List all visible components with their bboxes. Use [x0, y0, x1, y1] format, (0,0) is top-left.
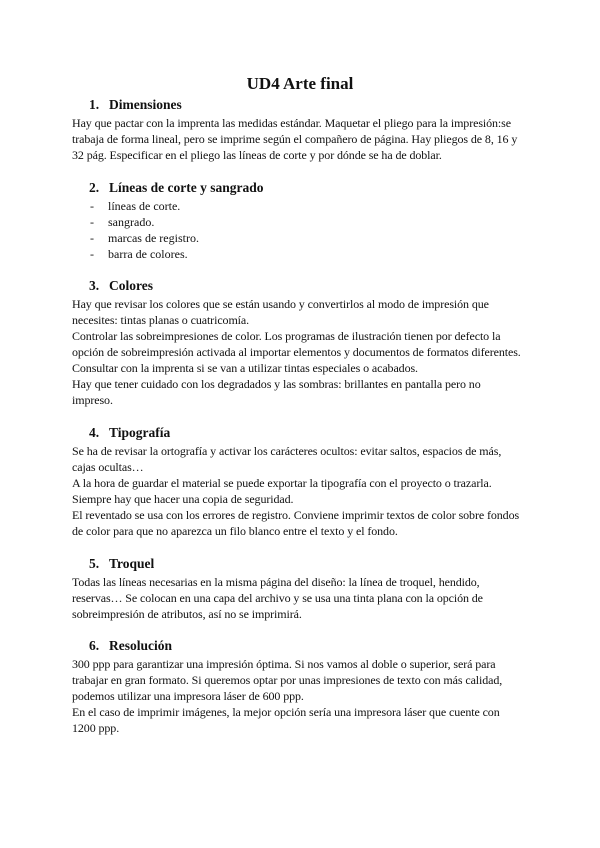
bullet-list — [0, 198, 600, 262]
list-item: - líneas de corte. — [0, 198, 600, 214]
document-title: UD4 Arte final — [246, 74, 354, 93]
section-heading — [89, 96, 600, 114]
section-title: Resolución — [109, 638, 173, 653]
section-dimensiones — [0, 96, 600, 163]
paragraph: Hay que tener cuidado con los degradados y las sombras: brillantes en pantalla pero no impreso. — [72, 377, 481, 407]
section-heading — [89, 179, 600, 197]
section-heading — [89, 637, 600, 655]
paragraph: En el caso de imprimir imágenes, la mejor opción sería una impresora láser que cuente con 1200 ppp. — [72, 705, 500, 735]
section-number: 2. — [89, 180, 100, 195]
paragraph: Se ha de revisar la ortografía y activar los carácteres ocultos: evitar saltos, espacios de más, cajas ocultas… — [72, 444, 502, 474]
paragraph: Controlar las sobreimpresiones de color. Los programas de ilustración tienen por defecto la opción de sobreimpresión activada al importar elementos y documentos de formatos diferentes. Consultar con la imprenta si se van a utilizar tintas especiales o acabados. — [72, 329, 521, 375]
list-item: - marcas de registro. — [0, 230, 600, 246]
section-colores — [0, 277, 600, 408]
section-lineas-corte — [0, 179, 600, 262]
section-number: 5. — [89, 556, 100, 571]
section-title: Tipografía — [109, 425, 171, 440]
section-number: 3. — [89, 278, 100, 293]
section-body — [72, 443, 522, 539]
list-item: - sangrado. — [0, 214, 600, 230]
section-tipografia — [0, 424, 600, 539]
list-item: - barra de colores. — [0, 246, 600, 262]
section-resolucion — [0, 637, 600, 736]
section-body — [72, 296, 522, 408]
section-title: Troquel — [109, 556, 155, 571]
section-body — [72, 115, 522, 163]
section-body — [72, 656, 522, 736]
paragraph: El reventado se usa con los errores de registro. Conviene imprimir textos de color sobre fondos de color para que no aparezca un filo blanco entre el texto y el fondo. — [72, 508, 520, 538]
paragraph: 300 ppp para garantizar una impresión óptima. Si nos vamos al doble o superior, será para trabajar en gran formato. Si queremos optar por unas impresiones de texto con más calidad, podemos utilizar una impresora láser de 600 ppp. — [72, 657, 503, 703]
section-number: 6. — [89, 638, 100, 653]
paragraph: Todas las líneas necesarias en la misma página del diseño: la línea de troquel, hendido, reservas… Se colocan en una capa del archivo y se usa una tinta plana con la opción de sobreimpresión de atributos, así no se imprimirá. — [72, 575, 483, 621]
section-heading — [89, 424, 600, 442]
section-number: 4. — [89, 425, 100, 440]
section-title: Colores — [109, 278, 153, 293]
section-troquel — [0, 555, 600, 622]
paragraph: A la hora de guardar el material se puede exportar la tipografía con el proyecto o trazarla. Siempre hay que hacer una copia de seguridad. — [72, 476, 492, 506]
paragraph: Hay que revisar los colores que se están usando y convertirlos al modo de impresión que necesites: tintas planas o cuatricomía. — [72, 297, 489, 327]
section-title: Líneas de corte y sangrado — [109, 180, 264, 195]
section-number: 1. — [89, 97, 100, 112]
section-title: Dimensiones — [109, 97, 182, 112]
section-heading — [89, 555, 600, 573]
paragraph: Hay que pactar con la imprenta las medidas estándar. Maquetar el pliego para la impresión:se trabaja de forma lineal, pero se imprime según el compañero de página. Hay pliegos de 8, 16 y 32 pág. Especificar en el pliego las líneas de corte y por dónde se ha de doblar. — [72, 116, 518, 162]
section-body — [72, 574, 522, 622]
section-heading — [89, 277, 600, 295]
